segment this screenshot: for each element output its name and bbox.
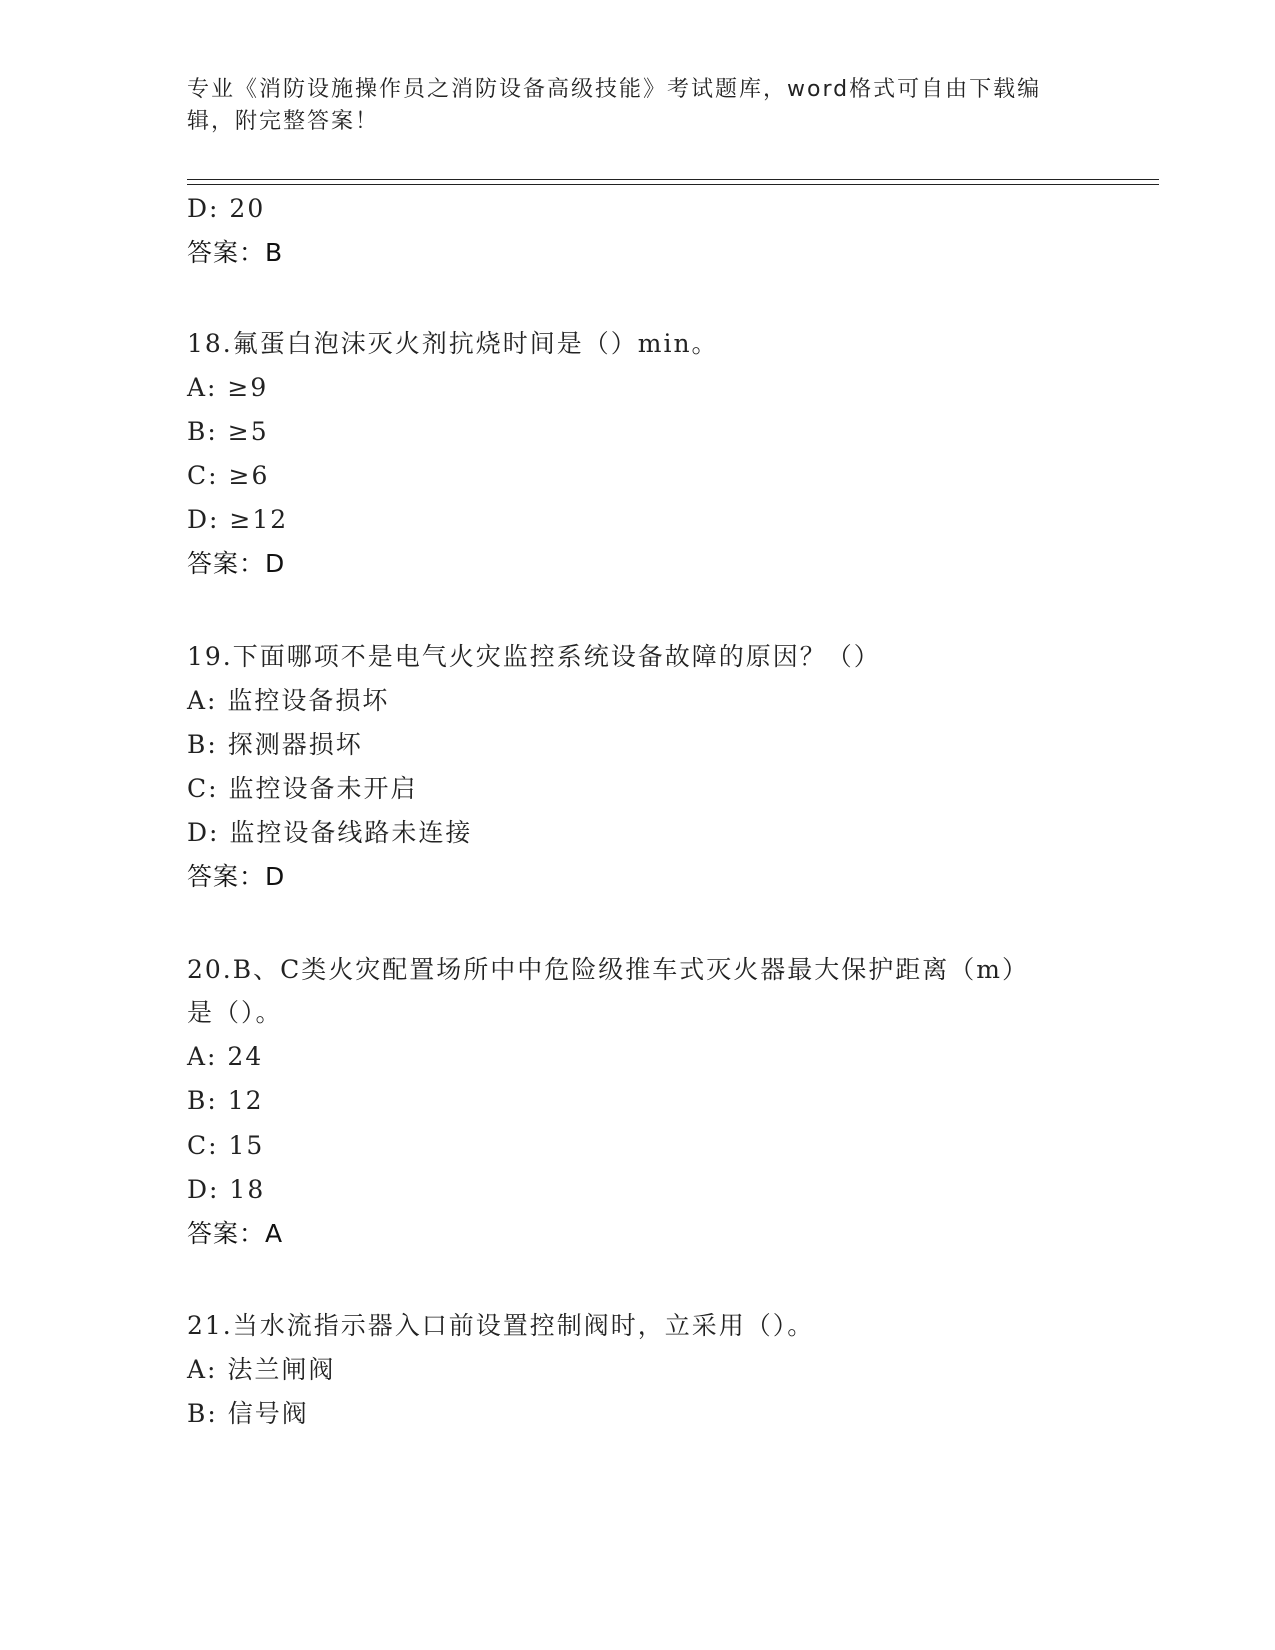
option-c-q18: C: ≥6 [187,461,270,490]
document-header [187,74,1087,138]
option-a-q20: A: 24 [187,1042,264,1071]
question-20: 20.B、C类火灾配置场所中中危险级推车式灭火器最大保护距离（m） [187,955,1029,984]
option-d-q18: D: ≥12 [187,505,289,534]
option-c-q19: C: 监控设备未开启 [187,774,418,803]
option-a-q18: A: ≥9 [187,373,269,402]
option-a-q19: A: 监控设备损坏 [187,686,390,715]
header-divider-top [187,179,1159,180]
option-c-q20: C: 15 [187,1131,265,1160]
header-divider-bottom [187,184,1159,185]
header-line-1: 专业《消防设施操作员之消防设备高级技能》考试题库，word格式可自由下载编 [187,77,1042,102]
question-21: 21.当水流指示器入口前设置控制阀时，立采用（）。 [187,1311,815,1340]
option-d-q20: D: 18 [187,1175,266,1204]
option-d-q19: D: 监控设备线路未连接 [187,818,473,847]
answer-q18: 答案：D [187,549,286,578]
answer-q19: 答案：D [187,862,286,891]
option-d-q17: D: 20 [187,194,266,223]
option-b-q21: B: 信号阀 [187,1399,309,1428]
question-18: 18.氟蛋白泡沫灭火剂抗烧时间是（）min。 [187,329,719,358]
option-b-q20: B: 12 [187,1086,264,1115]
question-19: 19.下面哪项不是电气火灾监控系统设备故障的原因？（） [187,642,881,671]
option-b-q18: B: ≥5 [187,417,269,446]
question-20-continued: 是（）。 [187,998,283,1027]
header-line-2: 辑，附完整答案！ [187,109,380,134]
option-a-q21: A: 法兰闸阀 [187,1355,336,1384]
answer-q20: 答案：A [187,1219,284,1248]
answer-q17: 答案：B [187,238,284,267]
option-b-q19: B: 探测器损坏 [187,730,363,759]
